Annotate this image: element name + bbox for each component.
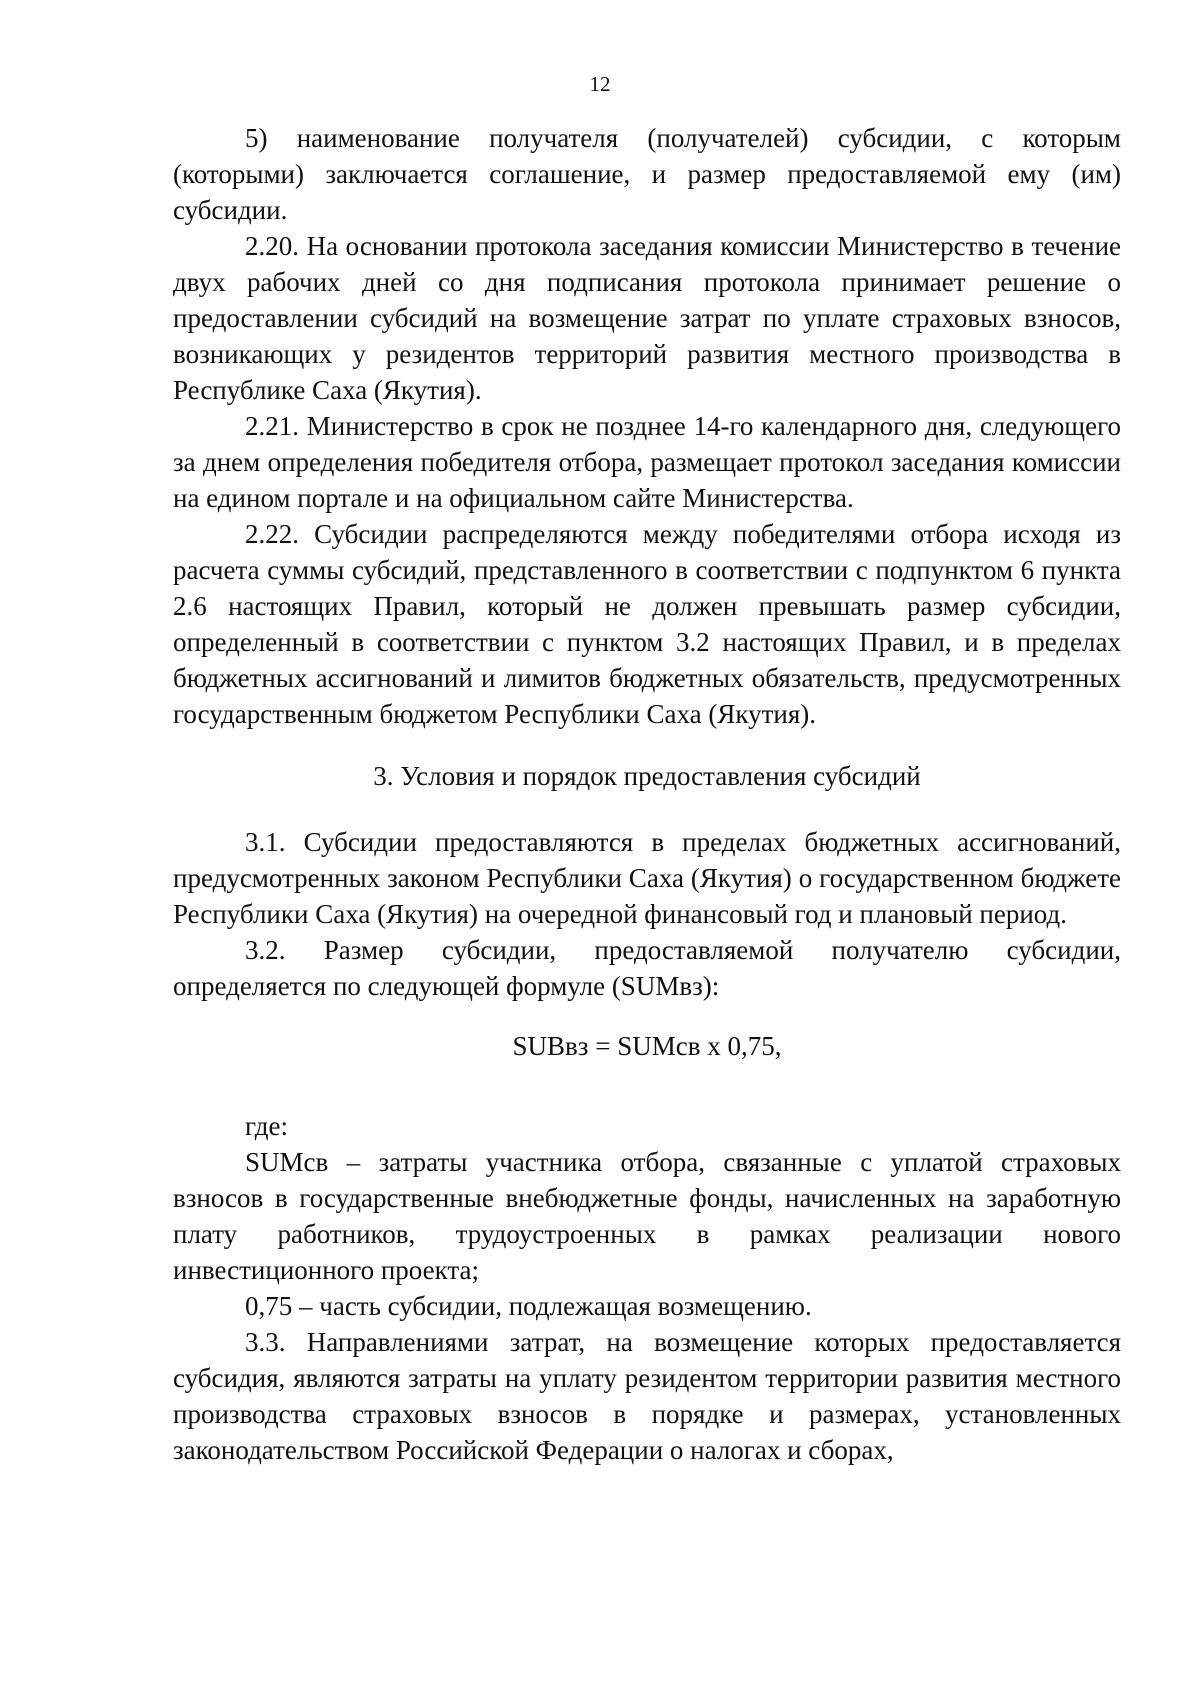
paragraph-where: где: [245,1111,288,1141]
paragraph-sumsv-definition: SUMсв – затраты участника отбора, связанные с уплатой страховых взносов в государственные внебюджетные фонды, начисленных на заработную плату работников, трудоустроенных в рамках реализации нового инвестиционного проекта; [173,1147,1121,1285]
paragraph-2-22: 2.22. Субсидии распределяются между победителями отбора исходя из расчета суммы субсидий, представленного в соответствии с подпунктом 6 пункта 2.6 настоящих Правил, который не должен превышать размер субсидии, определенный в соответствии с пунктом 3.2 настоящих Правил, и в пределах бюджетных ассигнований и лимитов бюджетных обязательств, предусмотренных государственным бюджетом Республики Саха (Якутия). [173,519,1121,729]
paragraph-3-2: 3.2. Размер субсидии, предоставляемой получателю субсидии, определяется по следующей формуле (SUMвз): [173,935,1121,1001]
paragraph-2-20: 2.20. На основании протокола заседания комиссии Министерство в течение двух рабочих дней со дня подписания протокола принимает решение о предоставлении субсидий на возмещение затрат по уплате страховых взносов, возникающих у резидентов территорий развития местного производства в Республике Саха (Якутия). [173,231,1121,405]
page-number: 12 [589,72,611,96]
paragraph-2-21: 2.21. Министерство в срок не позднее 14-го календарного дня, следующего за днем определения победителя отбора, размещает протокол заседания комиссии на едином портале и на официальном сайте Министерства. [173,411,1121,513]
subsidy-formula: SUBвз = SUMсв х 0,75, [512,1031,782,1061]
paragraph-3-3: 3.3. Направлениями затрат, на возмещение которых предоставляется субсидия, являются затраты на уплату резидентом территории развития местного производства страховых взносов в порядке и размерах, установленных законодательством Российской Федерации о налогах и сборах, [173,1327,1121,1465]
paragraph-item-5: 5) наименование получателя (получателей) субсидии, с которым (которыми) заключается соглашение, и размер предоставляемой ему (им) субсидии. [173,123,1121,225]
paragraph-coefficient-definition: 0,75 – часть субсидии, подлежащая возмещению. [245,1291,812,1321]
paragraph-3-1: 3.1. Субсидии предоставляются в пределах бюджетных ассигнований, предусмотренных законом Республики Саха (Якутия) о государственном бюджете Республики Саха (Якутия) на очередной финансовый год и плановый период. [173,827,1121,929]
section-heading: 3. Условия и порядок предоставления субсидий [373,761,921,791]
document-body [173,120,1121,1468]
